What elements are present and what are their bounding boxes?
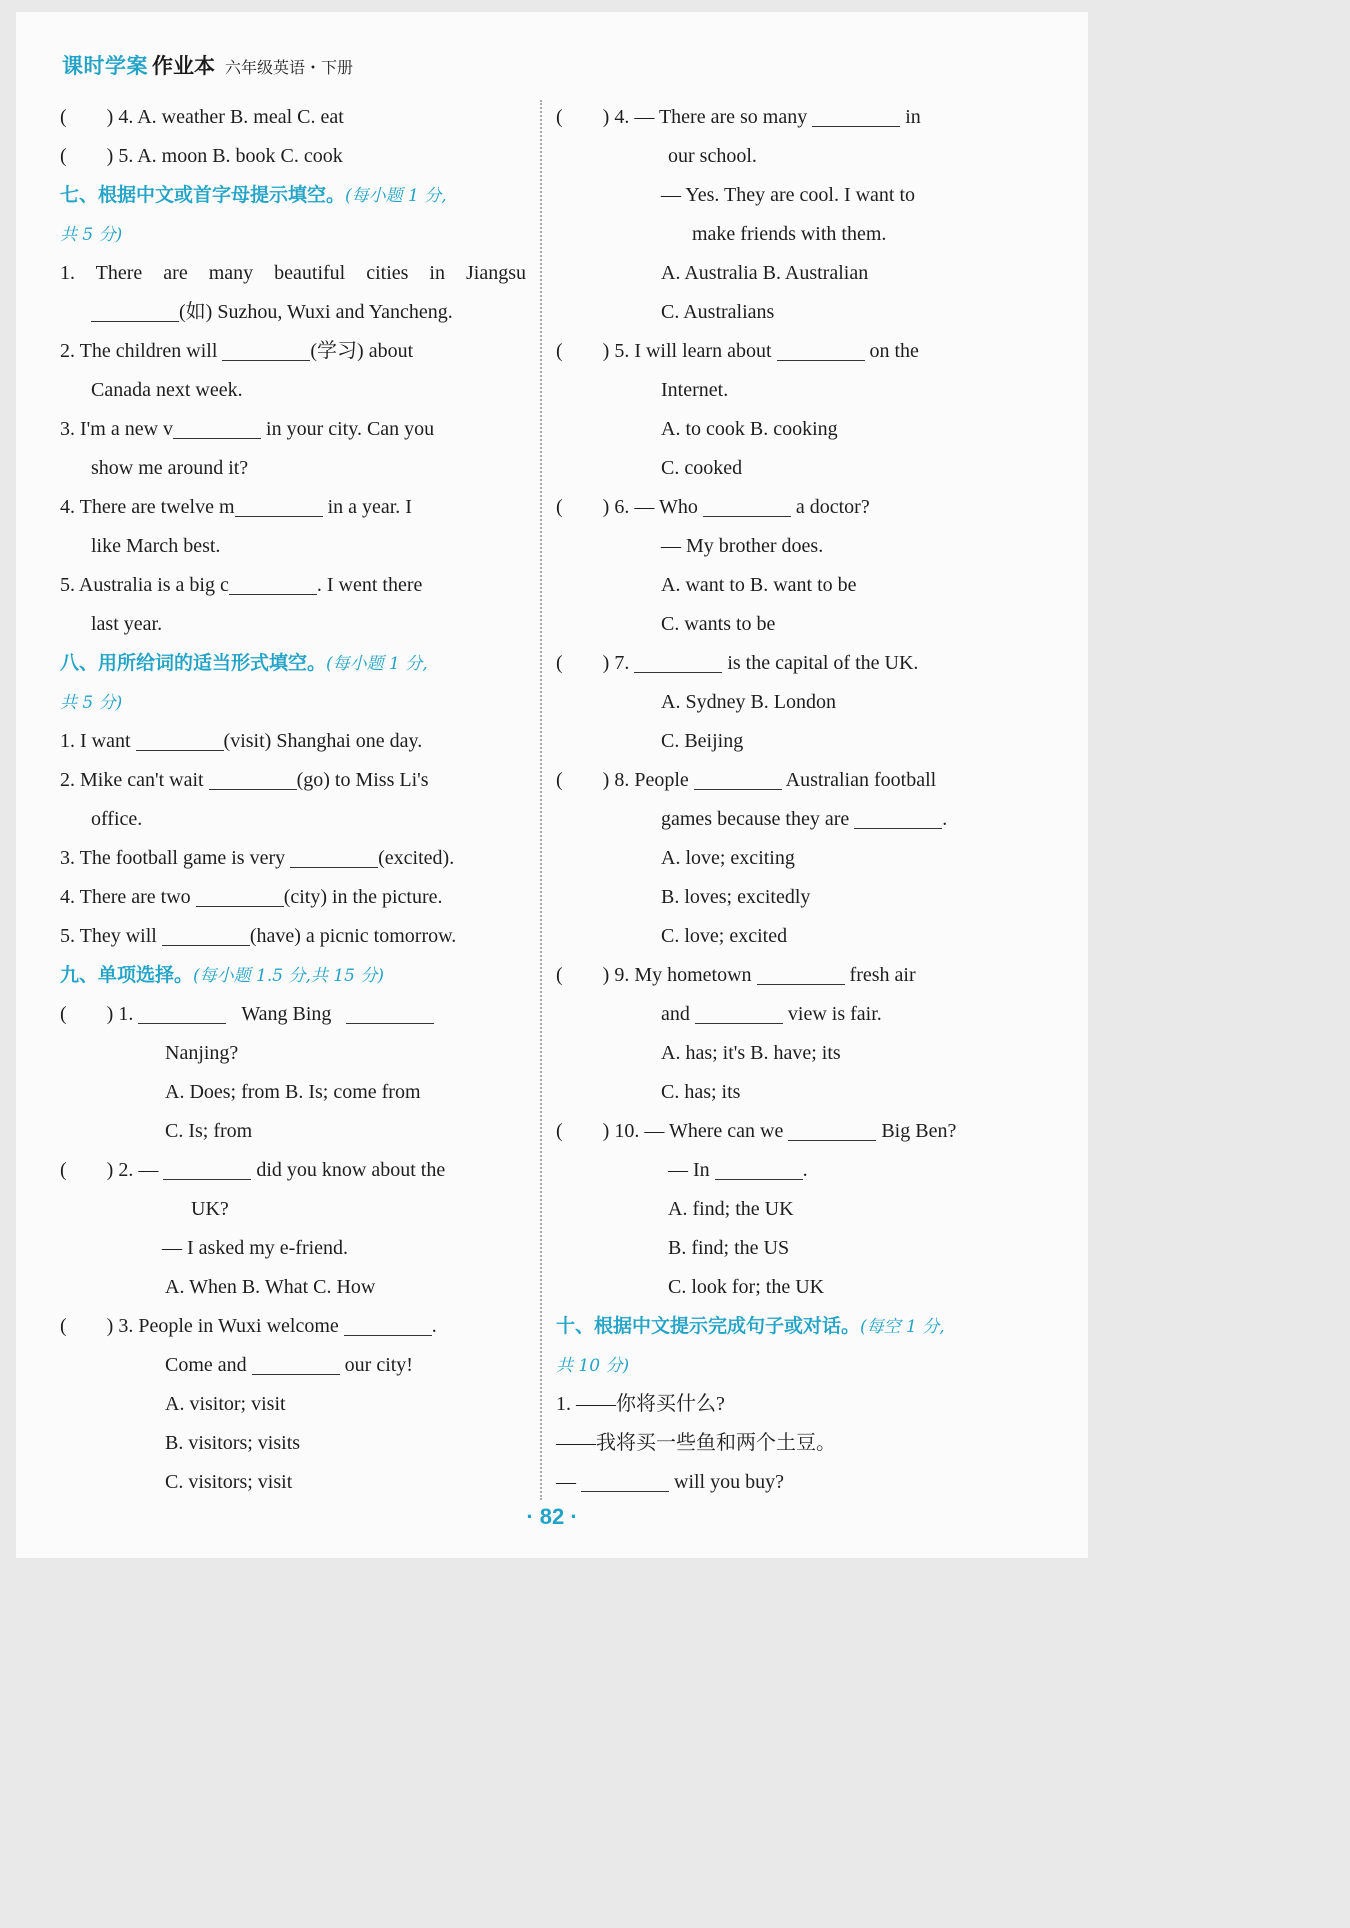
exercise-line [60,566,526,605]
question-line [556,488,1026,527]
exercise-line [60,917,526,956]
option-line: C. Australians [661,301,775,323]
answer-blank[interactable] [163,1179,251,1180]
answer-blank[interactable] [138,1023,226,1024]
exercise-text: will you buy? [674,1471,784,1493]
exercise-line: office. [91,808,143,830]
question-line: — Yes. They are cool. I want to [661,184,916,206]
exercise-text: . I went there [316,574,423,596]
exercise-text: (excited). [378,847,455,869]
question-text: did you know about the [256,1159,446,1181]
exercise-text: 5. They will [60,925,157,947]
exercise-line: last year. [91,613,163,635]
exercise-text: 4. There are two [60,886,191,908]
option-line: A. love; exciting [661,847,795,869]
question-line [556,761,1026,800]
question-line [556,1151,1026,1190]
section-7-heading-cont [60,215,526,254]
question-line: our school. [668,145,757,167]
exercise-text: (如) Suzhou, Wuxi and Yancheng. [179,301,453,323]
exercise-line [60,488,526,527]
question-text: games because they are [661,808,850,830]
question-text: . [802,1159,808,1181]
option-line: A. want to B. want to be [661,574,857,596]
question-text: our city! [344,1354,413,1376]
option-line: C. look for; the UK [668,1276,825,1298]
answer-blank[interactable] [290,867,378,868]
question-text: is the capital of the UK. [727,652,919,674]
question-lead: ( ) 2. — [60,1159,159,1181]
answer-blank[interactable] [91,321,179,322]
answer-blank[interactable] [162,945,250,946]
option-line: C. cooked [661,457,743,479]
question-lead: ( ) 3. People in Wuxi welcome [60,1315,339,1337]
exercise-line: like March best. [91,535,221,557]
exercise-text: 4. There are twelve m [60,496,235,518]
exercise-line: show me around it? [91,457,249,479]
answer-blank[interactable] [196,906,284,907]
question-lead: ( ) 9. My hometown [556,964,752,986]
question-text: . [942,808,948,830]
exercise-text: in your city. Can you [266,418,435,440]
answer-blank[interactable] [229,594,317,595]
option-line: C. wants to be [661,613,776,635]
question-line: ( ) 4. A. weather B. meal C. eat [60,106,344,128]
column-divider [540,100,542,1500]
question-line: Internet. [661,379,729,401]
exercise-text: 3. The football game is very [60,847,286,869]
option-line: B. find; the US [668,1237,790,1259]
exercise-text: (have) a picnic tomorrow. [249,925,457,947]
answer-blank[interactable] [173,438,261,439]
exercise-line: Canada next week. [91,379,243,401]
option-line: A. Does; from B. Is; come from [165,1081,421,1103]
question-lead: ( ) 6. — Who [556,496,698,518]
answer-blank[interactable] [812,126,900,127]
answer-blank[interactable] [235,516,323,517]
exercise-text: (city) in the picture. [283,886,443,908]
question-line [60,1307,526,1346]
question-text: and [661,1003,690,1025]
option-line: A. Australia B. Australian [661,262,869,284]
brand-title: 作业本 [152,54,215,78]
exercise-text: in a year. I [327,496,412,518]
option-line: A. When B. What C. How [165,1276,376,1298]
answer-blank[interactable] [209,789,297,790]
question-line [556,1112,1026,1151]
question-line [60,995,526,1034]
left-column [60,98,526,1502]
question-line [60,1346,526,1385]
answer-blank[interactable] [854,828,942,829]
answer-blank[interactable] [222,360,310,361]
section-note: (每空 1 分, [860,1317,945,1337]
question-line [60,1151,526,1190]
option-line: C. love; excited [661,925,788,947]
option-line: B. loves; excitedly [661,886,811,908]
question-lead: ( ) 5. I will learn about [556,340,772,362]
exercise-line: 1. There are many beautiful cities in Jiangsu [60,262,526,284]
question-text: on the [869,340,919,362]
option-line: C. has; its [661,1081,741,1103]
question-lead: ( ) 7. [556,652,630,674]
section-title: 十、根据中文提示完成句子或对话。 [556,1315,861,1337]
question-line: make friends with them. [692,223,887,245]
question-line [556,98,1026,137]
question-text: in [905,106,921,128]
question-text: — In [668,1159,710,1181]
question-line [556,995,1026,1034]
question-line [556,800,1026,839]
answer-blank[interactable] [694,789,782,790]
section-10-heading [556,1307,1026,1346]
workbook-page [16,12,1088,1558]
question-line: — My brother does. [661,535,824,557]
question-lead: ( ) 10. — Where can we [556,1120,784,1142]
question-text: a doctor? [795,496,870,518]
answer-blank[interactable] [136,750,224,751]
exercise-line [60,332,526,371]
question-text: Australian football [785,769,937,791]
exercise-text: (go) to Miss Li's [296,769,429,791]
question-text: Wang Bing [241,1003,332,1025]
exercise-line: ——我将买一些鱼和两个土豆。 [556,1432,836,1454]
question-lead: ( ) 8. People [556,769,689,791]
exercise-line [60,761,526,800]
section-8-heading [60,644,526,683]
answer-blank[interactable] [634,672,722,673]
exercise-text: (学习) about [310,340,414,362]
question-text: view is fair. [787,1003,882,1025]
exercise-line [60,722,526,761]
section-title: 七、根据中文或首字母提示填空。 [60,184,346,206]
question-line: ( ) 5. A. moon B. book C. cook [60,145,343,167]
answer-blank[interactable] [252,1374,340,1375]
section-title: 九、单项选择。 [60,964,194,986]
question-lead: ( ) 1. [60,1003,134,1025]
option-line: C. visitors; visit [165,1471,293,1493]
brand-logo: 课时学案 [62,54,148,78]
exercise-line [60,839,526,878]
option-line: A. visitor; visit [165,1393,286,1415]
exercise-text: 2. Mike can't wait [60,769,204,791]
option-line: C. Is; from [165,1120,253,1142]
exercise-line: 1. ——你将买什么? [556,1393,725,1415]
option-line: A. to cook B. cooking [661,418,838,440]
answer-blank[interactable] [581,1491,669,1492]
exercise-text: 2. The children will [60,340,218,362]
answer-blank[interactable] [715,1179,803,1180]
exercise-line [556,1463,1026,1502]
question-text: . [431,1315,437,1337]
option-line: B. visitors; visits [165,1432,301,1454]
option-line: C. Beijing [661,730,744,752]
answer-blank[interactable] [703,516,791,517]
section-note: (每小题 1 分, [345,186,447,206]
answer-blank[interactable] [777,360,865,361]
section-8-heading-cont [60,683,526,722]
answer-blank[interactable] [788,1140,876,1141]
exercise-text: (visit) Shanghai one day. [223,730,423,752]
book-subtitle: 六年级英语・下册 [225,58,354,77]
section-9-heading [60,956,526,995]
answer-blank[interactable] [344,1335,432,1336]
question-line: UK? [191,1198,229,1220]
section-10-heading-cont [556,1346,1026,1385]
option-line: A. has; it's B. have; its [661,1042,841,1064]
answer-blank[interactable] [346,1023,434,1024]
exercise-text: 1. I want [60,730,131,752]
question-text: Come and [165,1354,247,1376]
section-note: (每小题 1.5 分,共 15 分) [193,966,384,986]
question-line [556,332,1026,371]
exercise-line [60,878,526,917]
option-line: A. Sydney B. London [661,691,836,713]
answer-blank[interactable] [695,1023,783,1024]
exercise-text: 5. Australia is a big c [60,574,229,596]
exercise-line [60,293,526,332]
right-column [556,98,1026,1502]
answer-blank[interactable] [757,984,845,985]
section-note: 共 10 分) [556,1356,630,1376]
section-note: 共 5 分) [60,693,123,713]
section-note: (每小题 1 分, [326,654,428,674]
exercise-text: 3. I'm a new v [60,418,174,440]
question-line: — I asked my e-friend. [162,1237,349,1259]
option-line: A. find; the UK [668,1198,794,1220]
question-text: Big Ben? [881,1120,957,1142]
exercise-line [60,410,526,449]
page-header [62,50,353,82]
question-text: fresh air [849,964,916,986]
page-number: · 82 · [526,1504,578,1529]
section-7-heading [60,176,526,215]
section-note: 共 5 分) [60,225,123,245]
question-line [556,644,1026,683]
section-title: 八、用所给词的适当形式填空。 [60,652,327,674]
question-lead: ( ) 4. — There are so many [556,106,808,128]
exercise-text: — [556,1471,576,1493]
question-line [556,956,1026,995]
question-line: Nanjing? [165,1042,239,1064]
